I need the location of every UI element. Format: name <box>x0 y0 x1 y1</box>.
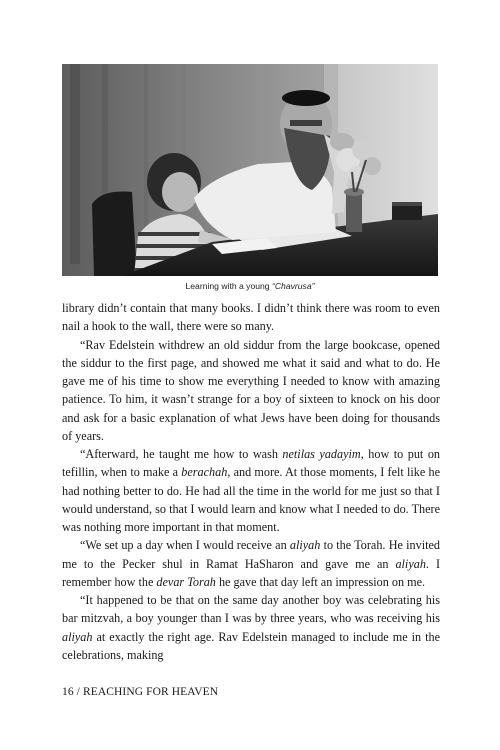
text-run: he gave that day left an impression on me. <box>215 574 426 589</box>
italic-term: netilas yadayim <box>282 447 361 461</box>
italic-term: berachah <box>181 465 228 480</box>
photo-rabbi-and-boy-learning <box>62 64 438 276</box>
text-run: “Afterward, he taught me how to wash <box>80 447 283 461</box>
italic-term: aliyah <box>289 538 321 553</box>
paragraph-4 <box>62 536 440 591</box>
paragraph-3 <box>62 445 440 536</box>
text-run: “We set up a day when I would receive an <box>80 538 290 553</box>
body-text <box>62 299 440 664</box>
caption-term: “Chavrusa” <box>271 281 315 291</box>
text-run: “Rav Edelstein withdrew an old siddur from the large bookcase, opened the siddur to the first page, and showed me what it said and what to do. He gave me of his time to show me everything I needed to know with amazing patience. To him, it wasn’t strange for a boy of sixteen to knock on his door and ask for a basic explanation of what Jews have been doing for thousands of years. <box>62 337 440 443</box>
photo-image <box>62 64 438 276</box>
text-run: to the Torah. He invited me to the Pecker shul in Ramat HaSharon and gave me an <box>62 538 440 571</box>
text-run: . I remember how the <box>62 556 441 589</box>
text-run: , and more. At those moments, I felt like he had nothing better to do. He had all the time in the world for me just so that I would understand, so that I would learn and know what I needed to do. There was nothing more important in that moment. <box>62 465 440 534</box>
photo-caption <box>62 281 438 291</box>
text-run: at exactly the right age. Rav Edelstein managed to include me in the celebrations, making <box>62 629 440 662</box>
italic-term: devar Torah <box>156 574 216 589</box>
running-footer: 16 / REACHING FOR HEAVEN <box>62 686 219 698</box>
caption-text: Learning with a young <box>185 281 270 291</box>
italic-term: aliyah <box>395 556 426 571</box>
italic-term: aliyah <box>62 629 93 644</box>
text-run: library didn’t contain that many books. I didn’t think there was room to even nail a hook to the wall, there were so many. <box>62 301 440 334</box>
paragraph-1 <box>62 299 440 336</box>
text-run: , how to put on tefillin, when to make a <box>62 447 441 480</box>
text-run: “It happened to be that on the same day another boy was celebrating his bar mitzvah, a boy younger than I was by three years, who was receiving his <box>62 593 440 626</box>
paragraph-2 <box>62 336 440 446</box>
paragraph-5 <box>62 591 440 664</box>
